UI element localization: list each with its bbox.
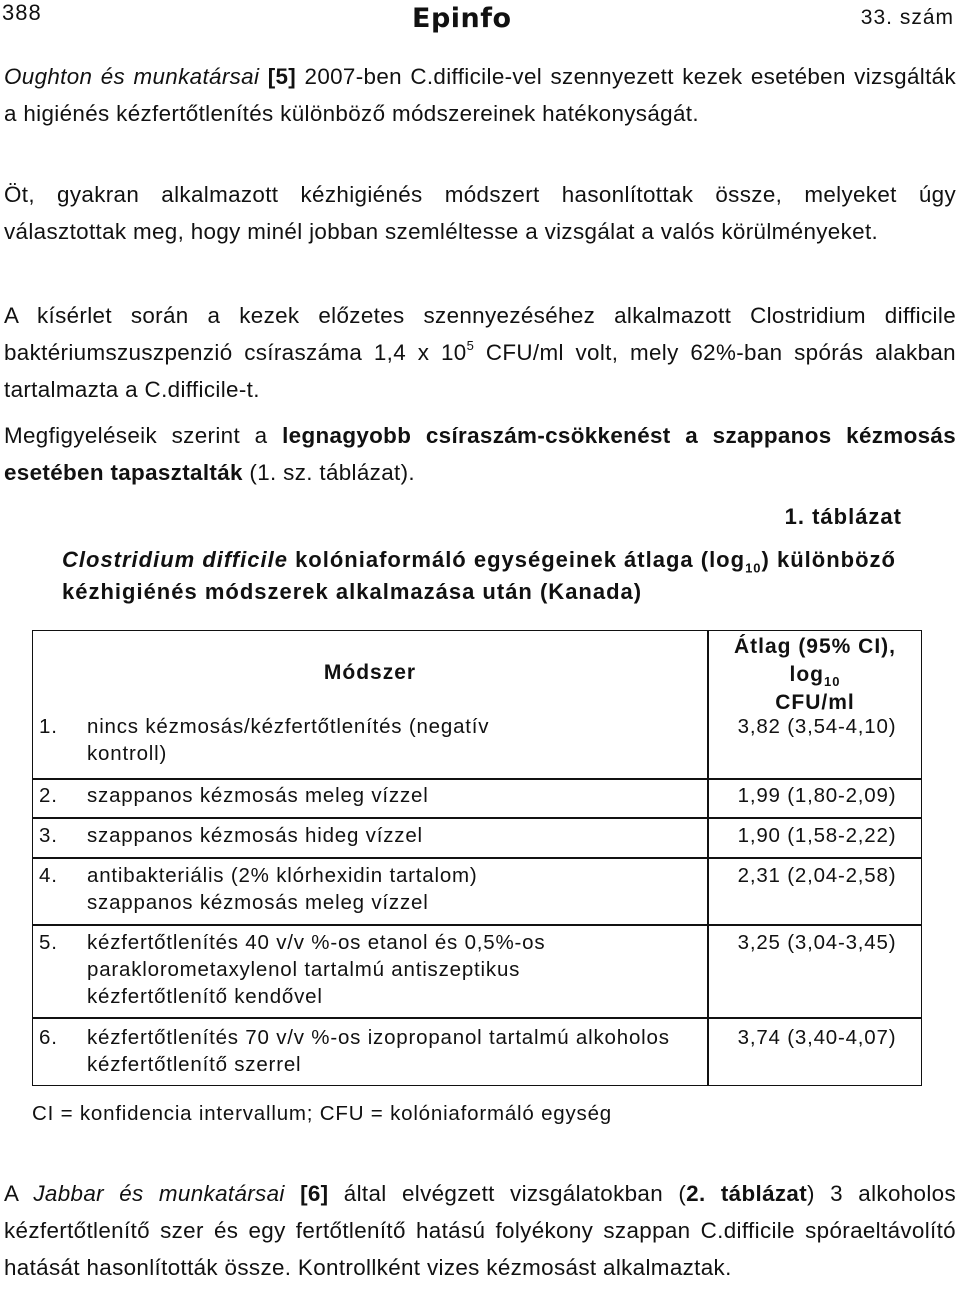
paragraph-text: 2007-ben C.difficile-vel szennyezett kezek esetében vizsgálták a higiénés kézfertőtlenítés különböző módszereinek hatékonyságát. (4, 64, 956, 126)
table-row: 1. nincs kézmosás/kézfertőtlenítés (negatív kontroll) 3,82 (3,54-4,10) (39, 715, 897, 765)
table-footnote: CI = konfidencia intervallum; CFU = kolóniaformáló egység (32, 1102, 612, 1125)
table-number: 1. táblázat (784, 504, 902, 529)
paragraph-text: (1. sz. táblázat). (242, 460, 415, 485)
page-number: 388 (2, 0, 42, 25)
author-names: Oughton és munkatársai (4, 64, 260, 89)
row-divider (33, 924, 921, 926)
row-divider (33, 817, 921, 819)
page-header (0, 0, 960, 44)
emphasis-text: legnagyobb csíraszám-csökkenést a szappanos kézmosás esetében tapasztalták (4, 423, 956, 485)
paragraph-experiment (4, 297, 956, 408)
issue-number: 33. szám (860, 6, 954, 29)
paragraph-text: CFU/ml volt, mely 62%-ban spórás alakban tartalmazta a C.difficile-t. (4, 340, 956, 402)
table-reference: 2. táblázat (686, 1181, 808, 1206)
author-names: Jabbar és munkatársai (33, 1181, 285, 1206)
journal-logo: Epinfo (412, 3, 512, 34)
table-caption: Clostridium difficile kolóniaformáló egységeinek átlaga $(\log_{10})$ különböző kézhigiénés módszerek alkalmazása után (Kanada) (62, 547, 896, 604)
paragraph-text: Megfigyeléseik szerint a (4, 423, 283, 448)
paragraph-jabbar: A Jabbar és munkatársai [6] által elvégzett vizsgálatokban (2. táblázat) 3 alkoholos kézfertőtlenítő szer és egy fertőtlenítő hatású folyékony szappan C.difficile spóraeltávolító hatását hasonlították össze. Kontrollként vizes kézmosást alkalmaztak. (4, 1181, 957, 1280)
row-divider (33, 857, 921, 859)
results-table: Módszer Átlag (95% CI), $\log_{10}$ CFU/ml 1. nincs kézmosás/kézfertőtlenítés (negatív kontroll) 3,82 (3,54-4,10) 2. szappanos kézmosás meleg vízzel 1,99 (1,80-2,09) 3. szappanos kézmosás hideg vízzel 1,90 (1,58-2,22) 4. antibakteriális (2% klórhexidin tartalom) szappanos kézmosás meleg vízzel 2,31 (2,04-2,58) 5. kézfertőtlenítés 40 v/v %-os etanol és 0,5%-os paraklorometaxylenol tartalmú antiszeptikus kézfertőtlenítő kendővel 3,25 (3,04-3,45) 6. kézfertőtlenítés 70 v/v %-os izopropanol tartalmú alkoholos kézfertőtlenítő szerrel 3,74 (3,40-4,07) (32, 630, 922, 1086)
header-average: Átlag (95% CI), $\log_{10}$ CFU/ml (733, 635, 897, 714)
paragraph-methods (4, 176, 956, 250)
paragraph-findings (4, 417, 956, 491)
exponent: 5 (466, 337, 475, 353)
paragraph-text: A kísérlet során a kezek előzetes szennyezéséhez alkalmazott Clostridium difficile baktériumszuszpenzió csíraszáma 1,4 x 10 (4, 303, 956, 365)
row-divider (33, 778, 921, 780)
paragraph-oughton (4, 58, 956, 132)
reference: [6] (300, 1181, 329, 1206)
header-method: Módszer (323, 661, 417, 684)
paragraph-text: Öt, gyakran alkalmazott kézhigiénés módszert hasonlítottak össze, melyeket úgy választottak meg, hogy minél jobban szemléltesse a vizsgálat a valós körülményeket. (4, 182, 956, 244)
row-divider (33, 1017, 921, 1019)
reference: [5] (267, 64, 297, 89)
